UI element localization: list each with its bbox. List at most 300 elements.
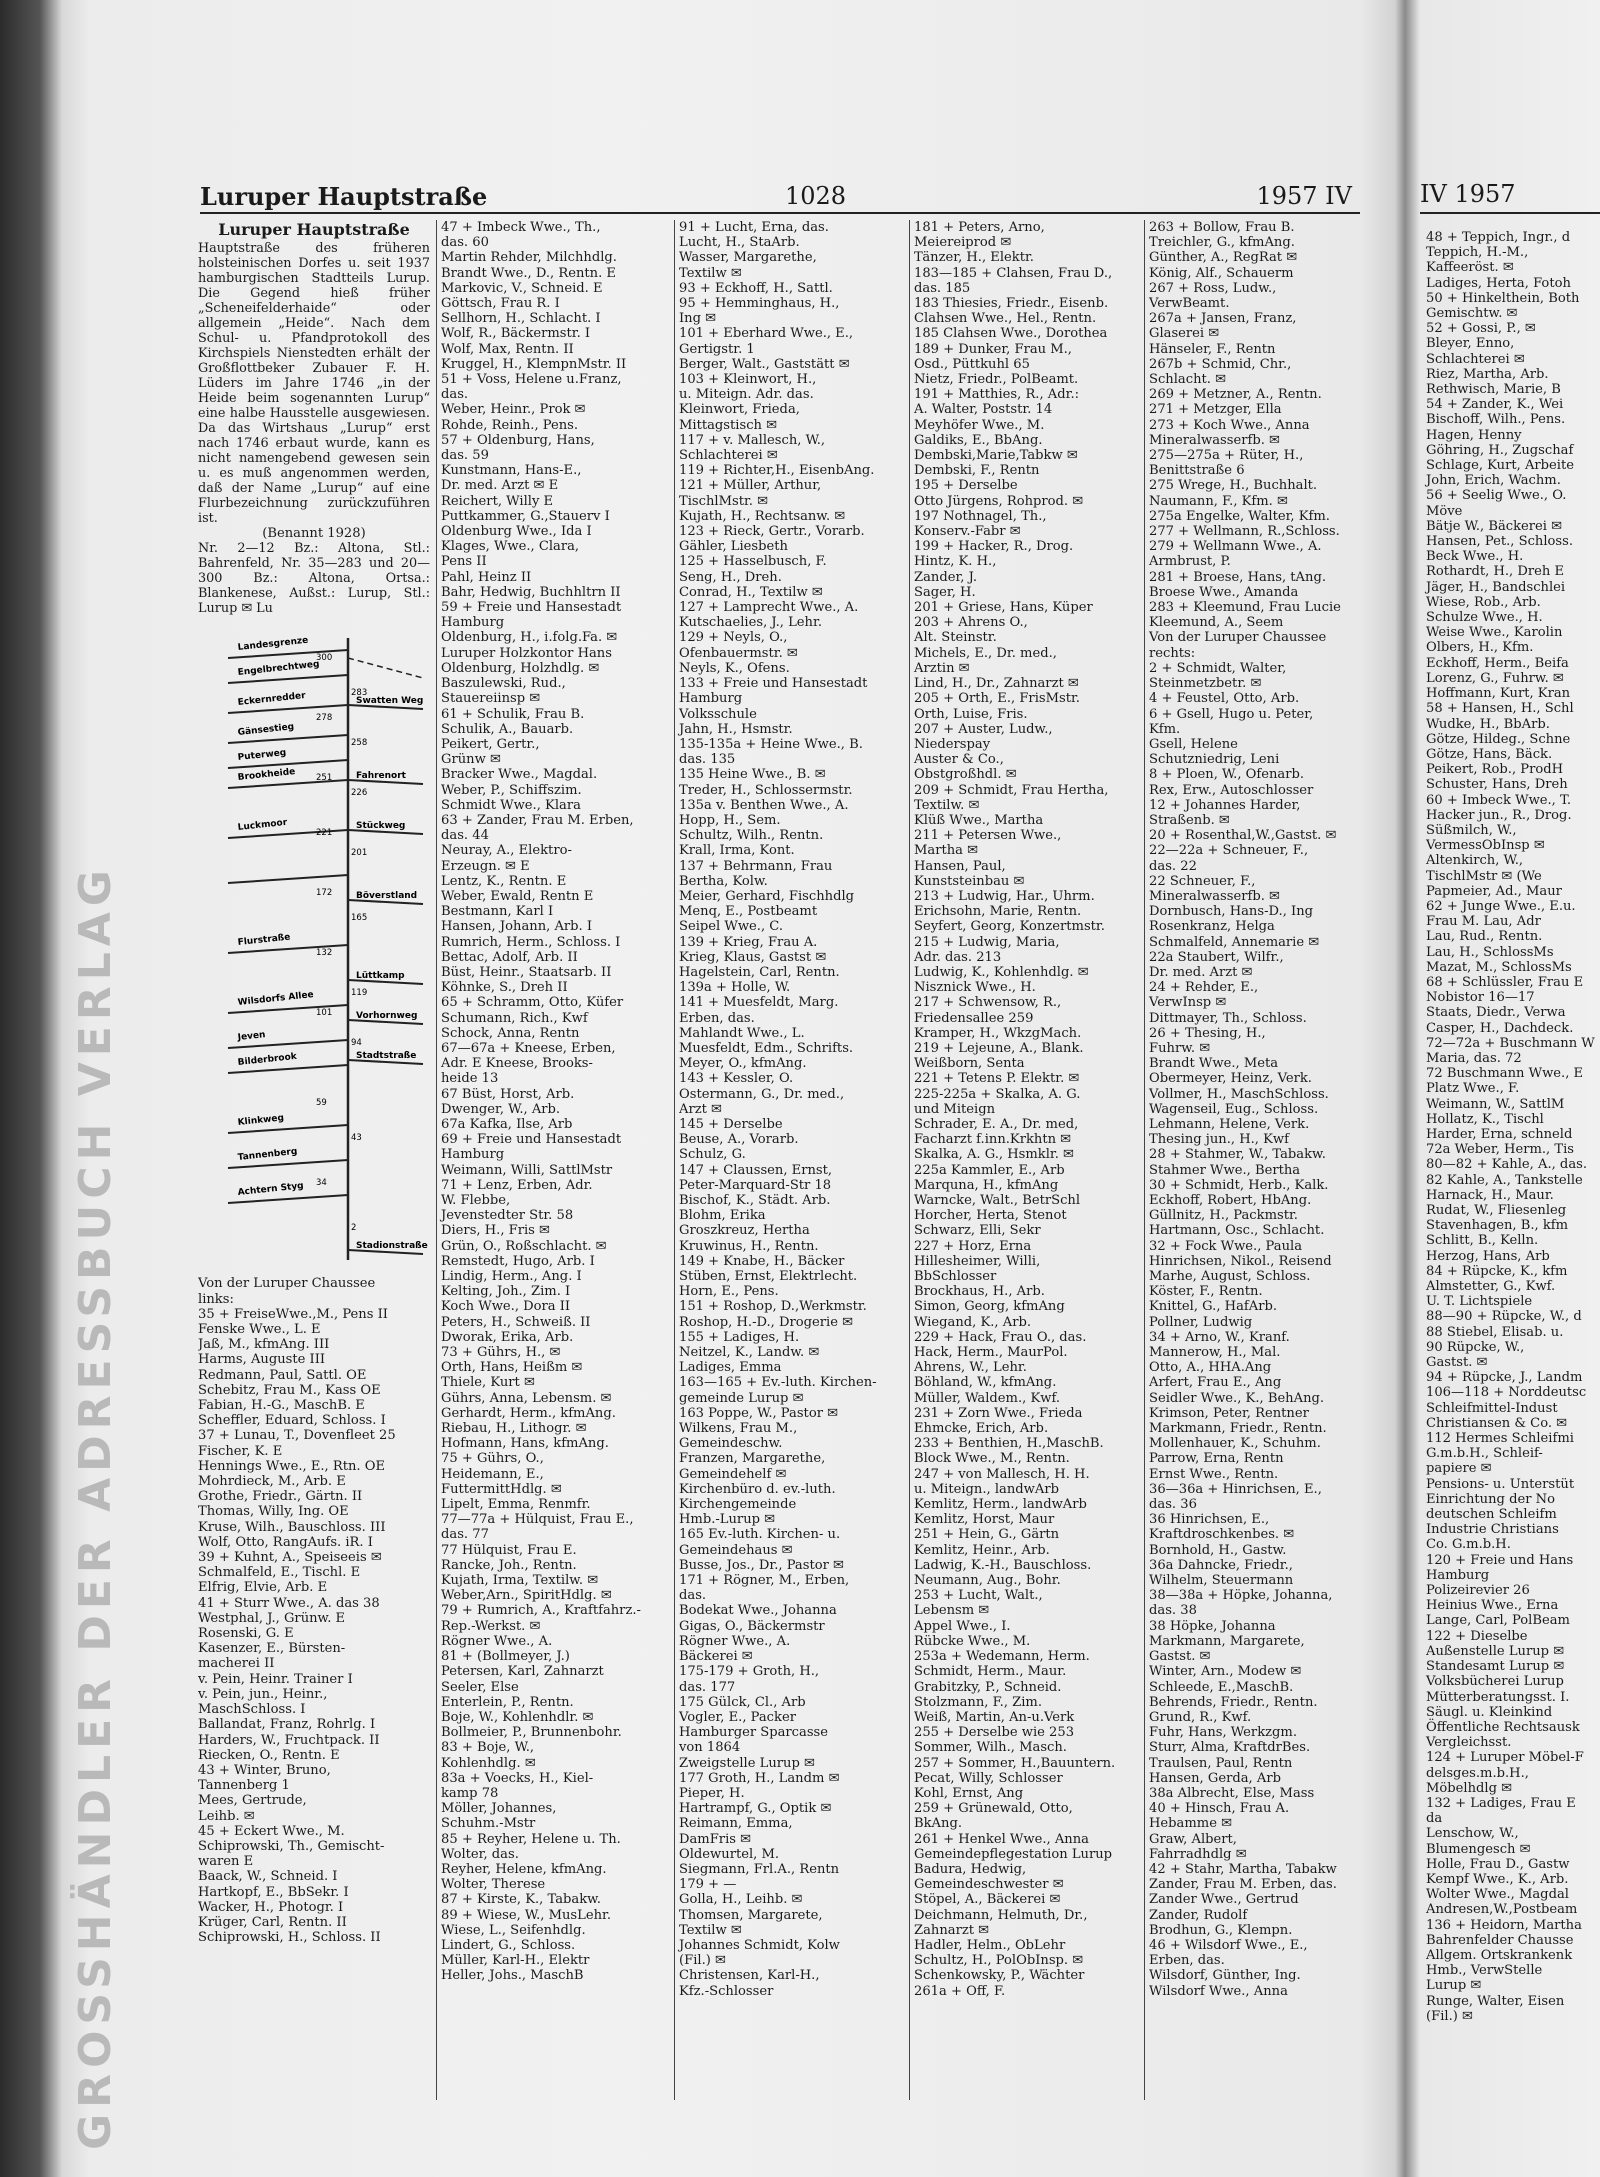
directory-entry: 2 + Schmidt, Walter,: [1149, 660, 1287, 676]
directory-entry: Dworak, Erika, Arb.: [441, 1329, 574, 1345]
directory-entry: Wolf, Max, Rentn. II: [441, 341, 574, 357]
directory-entry: Weise Wwe., Karolin: [1426, 625, 1563, 641]
directory-entry: 195 + Derselbe: [914, 478, 1018, 494]
directory-entry: Zander, J.: [914, 569, 978, 585]
street-name-label: Gänsestieg: [237, 722, 295, 739]
directory-entry: Luruper Holzkontor Hans: [441, 645, 612, 661]
directory-entry: Olbers, H., Kfm.: [1426, 640, 1534, 656]
directory-entry: 125 + Hasselbusch, F.: [679, 554, 827, 570]
directory-entry: Gigas, O., Bäckermstr: [679, 1618, 825, 1634]
column-1-entries: [198, 1276, 430, 1945]
directory-entry: Hartrampf, G., Optik ✉: [679, 1801, 832, 1817]
directory-entry: Holle, Frau D., Gastw: [1426, 1856, 1570, 1872]
directory-entry: von 1864: [679, 1740, 741, 1756]
directory-entry: 145 + Derselbe: [679, 1116, 783, 1132]
directory-entry: Simon, Georg, kfmAng: [914, 1299, 1065, 1315]
street-name-label: Puterweg: [237, 748, 287, 764]
directory-entry: Wolter Wwe., Magdal: [1426, 1887, 1569, 1903]
street-name-label: Böverstland: [356, 891, 418, 902]
directory-entry: Osd., Püttkuhl 65: [914, 356, 1030, 372]
directory-entry: Galdiks, E., BbAng.: [914, 432, 1043, 448]
directory-entry: Wilsdorf, Günther, Ing.: [1149, 1968, 1301, 1984]
directory-entry: Thomas, Willy, Ing. OE: [198, 1504, 349, 1520]
district-info: Nr. 2—12 Bz.: Altona, Stl.: Bahrenfeld, Nr. 35—283 und 20—300 Bz.: Altona, Ortsa.: Blankenese, Außst.: Lurup, Stl.: Lurup ✉ Lu: [198, 541, 430, 617]
directory-entry: 263 + Bollow, Frau B.: [1149, 220, 1295, 235]
directory-entry: 45 + Eckert Wwe., M.: [198, 1823, 345, 1839]
directory-entry: Weber, Ewald, Rentn E: [441, 888, 594, 904]
directory-entry: Ostermann, G., Dr. med.,: [679, 1086, 845, 1102]
directory-entry: Conrad, H., Textilw ✉: [679, 584, 823, 600]
directory-entry: 28 + Stahmer, W., Tabakw.: [1149, 1147, 1326, 1163]
directory-entry: MaschSchloss. I: [198, 1702, 306, 1718]
directory-entry: Marhe, August, Schloss.: [1149, 1269, 1311, 1285]
directory-entry: Hamburg: [679, 691, 743, 707]
directory-entry: Lenschow, W.,: [1426, 1826, 1519, 1842]
directory-entry: Leihb. ✉: [198, 1808, 255, 1824]
directory-entry: rechts:: [1149, 645, 1196, 661]
directory-entry: Gerhardt, Herm., kfmAng.: [441, 1405, 616, 1421]
directory-entry: Mollenhauer, K., Schuhm.: [1149, 1436, 1321, 1452]
directory-entry: 77—77a + Hülquist, Frau E.,: [441, 1512, 634, 1528]
directory-entry: Gertigstr. 1: [679, 341, 755, 357]
street-map-drawing: [198, 620, 430, 1270]
directory-entry: Standesamt Lurup ✉: [1426, 1659, 1565, 1675]
directory-entry: Hansen, Johann, Arb. I: [441, 919, 593, 935]
directory-entry: 213 + Ludwig, Har., Uhrm.: [914, 888, 1095, 904]
directory-entry: Schlitt, B., Kelln.: [1426, 1233, 1539, 1249]
directory-entry: Ladiges, Herta, Fotoh: [1426, 275, 1571, 291]
directory-entry: Bertha, Kolw.: [679, 873, 768, 889]
house-number-label: 201: [351, 848, 368, 859]
directory-entry: 269 + Metzner, A., Rentn.: [1149, 387, 1322, 403]
directory-entry: Treder, H., Schlossermstr.: [679, 782, 853, 798]
directory-entry: 261a + Off, F.: [914, 1983, 1006, 1999]
directory-entry: Ing ✉: [679, 311, 717, 327]
directory-entry: Säugl. u. Kleinkind: [1426, 1704, 1553, 1720]
directory-entry: Christiansen & Co. ✉: [1426, 1415, 1568, 1431]
directory-entry: Steinmetzbetr. ✉: [1149, 676, 1262, 692]
directory-entry: macherei II: [198, 1656, 275, 1672]
directory-entry: 137 + Behrmann, Frau: [679, 858, 833, 874]
directory-entry: Von der Luruper Chaussee: [198, 1276, 376, 1292]
directory-entry: Enterlein, P., Rentn.: [441, 1694, 574, 1710]
directory-entry: Reyher, Helene, kfmAng.: [441, 1861, 607, 1877]
directory-entry: VermessObInsp ✉: [1426, 838, 1545, 854]
directory-entry: Ofenbauermstr. ✉: [679, 645, 798, 661]
directory-entry: König, Alf., Schauerm: [1149, 265, 1294, 281]
named-year: (Benannt 1928): [262, 526, 366, 542]
directory-entry: 58 + Hansen, H., Schl: [1426, 701, 1574, 717]
directory-entry: 87 + Kirste, K., Tabakw.: [441, 1892, 601, 1908]
directory-entry: Thomsen, Margarete,: [679, 1907, 823, 1923]
directory-entry: Remstedt, Hugo, Arb. I: [441, 1253, 595, 1269]
directory-entry: Frau M. Lau, Adr: [1426, 914, 1541, 930]
directory-entry: Schleifmittel-Indust: [1426, 1400, 1558, 1416]
directory-entry: 129 + Neyls, O.,: [679, 630, 788, 646]
directory-entry: Schumann, Rich., Kwf: [441, 1010, 588, 1026]
column-2-entries: [436, 220, 673, 2100]
gutter-watermark: GROSSHÄNDLER DER ADRESSBUCH VERLAG: [70, 864, 121, 2150]
page-number: 1028: [785, 182, 847, 210]
directory-entry: 60 + Imbeck Wwe., T.: [1426, 792, 1571, 808]
street-name-label: Bilderbrook: [237, 1052, 298, 1069]
directory-entry: Gemeindehaus ✉: [679, 1542, 793, 1558]
directory-entry: Hofmann, Hans, kfmAng.: [441, 1436, 609, 1452]
directory-entry: Bäckerei ✉: [679, 1649, 753, 1665]
directory-entry: 38—38a + Höpke, Johanna,: [1149, 1588, 1333, 1604]
street-name-label: Stadtstraße: [356, 1051, 417, 1062]
directory-entry: 177 Groth, H., Landm ✉: [679, 1770, 840, 1786]
column-5-entries: [1144, 220, 1365, 2100]
directory-entry: Riecken, O., Rentn. E: [198, 1747, 340, 1763]
directory-entry: das. 36: [1149, 1497, 1197, 1513]
directory-entry: Hmb.-Lurup ✉: [679, 1512, 776, 1528]
directory-entry: Thiele, Kurt ✉: [441, 1375, 535, 1391]
directory-entry: Hansen, Paul,: [914, 858, 1006, 874]
directory-entry: Kleinwort, Frieda,: [679, 402, 800, 418]
directory-entry: Gsell, Helene: [1149, 736, 1238, 752]
directory-entry: 189 + Dunker, Frau M.,: [914, 341, 1072, 357]
directory-entry: 101 + Eberhard Wwe., E.,: [679, 326, 854, 342]
directory-entry: und Miteign: [914, 1101, 996, 1117]
directory-entry: Kirchengemeinde: [679, 1497, 797, 1513]
directory-entry: 48 + Teppich, Ingr., d: [1426, 230, 1571, 245]
directory-entry: Kraftdroschkenbes. ✉: [1149, 1527, 1295, 1543]
directory-entry: Rudat, W., Fliesenleg: [1426, 1203, 1567, 1218]
directory-entry: Möbelhdlg ✉: [1426, 1780, 1513, 1796]
directory-entry: 215 + Ludwig, Maria,: [914, 934, 1060, 950]
house-number-label: 94: [351, 1038, 362, 1049]
directory-entry: Grothe, Friedr., Gärtn. II: [198, 1489, 363, 1505]
directory-entry: Gähler, Liesbeth: [679, 539, 788, 555]
directory-entry: Gemeindeschw.: [679, 1436, 783, 1452]
directory-entry: Kemlitz, Horst, Maur: [914, 1512, 1055, 1528]
directory-entry: Gemeindepflegestation Lurup: [914, 1846, 1113, 1862]
directory-entry: Schlachterei ✉: [1426, 351, 1525, 367]
directory-entry: Roshop, H.-D., Drogerie ✉: [679, 1314, 854, 1330]
directory-entry: Andresen,W.,Postbeam: [1426, 1902, 1578, 1918]
directory-entry: Industrie Christians: [1426, 1522, 1559, 1538]
house-number-label: 283: [351, 688, 368, 699]
directory-entry: Pecat, Willy, Schlosser: [914, 1770, 1063, 1786]
directory-entry: Lipelt, Emma, Renmfr.: [441, 1497, 591, 1513]
directory-entry: 83a + Voecks, H., Kiel-: [441, 1770, 594, 1786]
directory-entry: Dembski, F., Rentn: [914, 463, 1040, 479]
directory-entry: 141 + Muesfeldt, Marg.: [679, 995, 839, 1011]
directory-entry: Güllnitz, H., Packmstr.: [1149, 1208, 1298, 1224]
directory-entry: Hamburg: [441, 615, 505, 631]
directory-entry: Günther, A., RegRat ✉: [1149, 250, 1298, 266]
directory-entry: Weimann, Willi, SattlMstr: [441, 1162, 613, 1178]
directory-entry: 267b + Schmid, Chr.,: [1149, 356, 1292, 372]
directory-entry: Weber, P., Schiffszim.: [441, 782, 582, 798]
directory-entry: Pensions- u. Unterstüt: [1426, 1476, 1575, 1492]
directory-entry: Casper, H., Dachdeck.: [1426, 1020, 1574, 1036]
directory-entry: Süßmilch, W.,: [1426, 822, 1517, 838]
directory-entry: Badura, Hedwig,: [914, 1861, 1027, 1877]
directory-entry: Neuray, A., Elektro-: [441, 843, 572, 859]
directory-entry: Dr. med. Arzt ✉: [1149, 964, 1253, 980]
directory-entry: v. Pein, jun., Heinr.,: [198, 1686, 328, 1702]
directory-entry: Reichert, Willy E: [441, 493, 554, 509]
directory-entry: Hänseler, F., Rentn: [1149, 341, 1276, 357]
directory-entry: Schiprowski, Th., Gemischt-: [198, 1838, 385, 1854]
directory-entry: 85 + Reyher, Helene u. Th.: [441, 1831, 621, 1847]
directory-entry: Einrichtung der No: [1426, 1491, 1555, 1507]
directory-entry: Schulze Wwe., H.: [1426, 610, 1543, 626]
directory-entry: VerwBeamt.: [1149, 296, 1230, 312]
directory-entry: 20 + Rosenthal,W.,Gastst. ✉: [1149, 828, 1337, 844]
directory-entry: Schock, Anna, Rentn: [441, 1025, 580, 1041]
directory-entry: 80—82 + Kahle, A., das.: [1426, 1157, 1588, 1173]
directory-entry: Ahrens, W., Lehr.: [914, 1360, 1027, 1376]
directory-entry: BbSchlosser: [914, 1269, 997, 1285]
directory-entry: Petersen, Karl, Zahnarzt: [441, 1664, 604, 1680]
directory-entry: 72—72a + Buschmann W: [1426, 1035, 1595, 1051]
directory-entry: 22 Schneuer, F.,: [1149, 873, 1256, 889]
directory-entry: 90 Rüpcke, W.,: [1426, 1339, 1525, 1355]
directory-entry: Schenkowsky, P., Wächter: [914, 1968, 1085, 1984]
directory-entry: Grabitzky, P., Schneid.: [914, 1679, 1062, 1695]
directory-entry: Rethwisch, Marie, B: [1426, 382, 1561, 398]
directory-entry: 8 + Ploen, W., Ofenarb.: [1149, 767, 1305, 783]
directory-entry: Neumann, Aug., Bohr.: [914, 1573, 1061, 1589]
directory-entry: Kaffeeröst. ✉: [1426, 260, 1514, 276]
column-4-entries: [909, 220, 1144, 2100]
street-name-label: Lüttkamp: [356, 971, 405, 982]
directory-entry: Benittstraße 6: [1149, 463, 1245, 479]
directory-entry: 122 + Dieselbe: [1426, 1628, 1528, 1644]
directory-entry: Außenstelle Lurup ✉: [1426, 1643, 1565, 1659]
directory-entry: Kohlenhdlg. ✉: [441, 1755, 536, 1771]
directory-entry: Hopp, H., Sem.: [679, 812, 781, 828]
directory-entry: Stüben, Ernst, Elektrlecht.: [679, 1269, 858, 1285]
directory-entry: 275—275a + Rüter, H.,: [1149, 448, 1304, 464]
house-number-label: 251: [316, 773, 333, 784]
directory-entry: Erben, das.: [679, 1010, 755, 1026]
directory-entry: 82 Kahle, A., Tankstelle: [1426, 1172, 1583, 1188]
directory-entry: Gemeindehelf ✉: [679, 1466, 787, 1482]
directory-entry: Lau, H., SchlossMs: [1426, 944, 1554, 960]
directory-entry: 89 + Wiese, W., MusLehr.: [441, 1907, 611, 1923]
directory-entry: Armbrust, P.: [1149, 554, 1231, 570]
directory-entry: Tannenberg 1: [198, 1778, 290, 1794]
directory-entry: Beuse, A., Vorarb.: [679, 1132, 799, 1148]
directory-entry: Co. G.m.b.H.: [1426, 1537, 1511, 1553]
directory-entry: Wilhelm, Steuermann: [1149, 1573, 1294, 1589]
directory-entry: Lange, Carl, PolBeam: [1426, 1613, 1570, 1629]
directory-entry: Nisznick Wwe., H.: [914, 980, 1036, 996]
house-number-label: 43: [351, 1133, 362, 1144]
directory-entry: 36a Dahncke, Friedr.,: [1149, 1557, 1293, 1573]
directory-entry: Erben, das.: [1149, 1953, 1225, 1969]
directory-entry: Koch Wwe., Dora II: [441, 1299, 571, 1315]
directory-entry: Mahlandt Wwe., L.: [679, 1025, 805, 1041]
directory-entry: Schlachterei ✉: [679, 448, 778, 464]
directory-entry: Krieg, Klaus, Gastst ✉: [679, 949, 827, 965]
directory-entry: 4 + Feustel, Otto, Arb.: [1149, 691, 1300, 707]
directory-entry: das.: [441, 387, 469, 403]
state-border-line: [348, 658, 423, 678]
directory-entry: Textilw. ✉: [914, 797, 980, 813]
directory-entry: Göhring, H., Zugschaf: [1426, 442, 1574, 458]
directory-entry: 119 + Richter,H., EisenbAng.: [679, 463, 875, 479]
directory-entry: 67 Büst, Horst, Arb.: [441, 1086, 575, 1102]
directory-entry: Schrader, E. A., Dr. med,: [914, 1116, 1079, 1132]
directory-entry: Peikert, Rob., ProdH: [1426, 762, 1564, 778]
directory-entry: Clahsen Wwe., Hel., Rentn.: [914, 311, 1097, 327]
directory-entry: Schmalfeld, Annemarie ✉: [1149, 934, 1320, 950]
directory-entry: Wolter, das.: [441, 1846, 519, 1862]
directory-entry: 83 + Boje, W.,: [441, 1740, 535, 1756]
house-number-label: 172: [316, 888, 333, 899]
directory-entry: v. Pein, Heinr. Trainer I: [198, 1671, 353, 1687]
directory-entry: u. Miteign., landwArb: [914, 1481, 1059, 1497]
directory-entry: Menq, E., Postbeamt: [679, 904, 818, 920]
directory-entry: 275 Wrege, H., Buchhalt.: [1149, 478, 1318, 494]
next-page-edge: [1420, 170, 1600, 2100]
directory-entry: 261 + Henkel Wwe., Anna: [914, 1831, 1089, 1847]
directory-entry: 253 + Lucht, Walt.,: [914, 1588, 1043, 1604]
directory-entry: Kohl, Ernst, Ang: [914, 1785, 1024, 1801]
directory-entry: Obstgroßhdl. ✉: [914, 767, 1017, 783]
directory-entry: 205 + Orth, E., FrisMstr.: [914, 691, 1080, 707]
directory-entry: 72 Buschmann Wwe., E: [1426, 1066, 1584, 1082]
street-name-label: Fahrenort: [356, 771, 406, 782]
directory-entry: Meier, Gerhard, Fischhdlg: [679, 888, 855, 904]
directory-entry: Gemischtw. ✉: [1426, 306, 1518, 322]
directory-entry: Erzeugn. ✉ E: [441, 858, 530, 874]
directory-entry: Pieper, H.: [679, 1785, 745, 1801]
directory-entry: Lucht, H., StaArb.: [679, 235, 800, 251]
directory-entry: Neitzel, K., Landw. ✉: [679, 1345, 820, 1361]
directory-entry: Rancke, Joh., Rentn.: [441, 1557, 577, 1573]
directory-entry: Wasser, Margarethe,: [679, 250, 817, 266]
directory-entry: Orth, Hans, Heißm ✉: [441, 1360, 583, 1376]
directory-entry: Stahmer Wwe., Bertha: [1149, 1162, 1301, 1178]
directory-entry: Möller, Johannes,: [441, 1801, 557, 1817]
directory-entry: Kunststeinbau ✉: [914, 873, 1025, 889]
directory-entry: 117 + v. Mallesch, W.,: [679, 432, 826, 448]
directory-entry: A. Walter, Poststr. 14: [914, 402, 1053, 418]
directory-entry: Dwenger, W., Arb.: [441, 1101, 561, 1117]
directory-entry: Zander Wwe., Gertrud: [1149, 1892, 1299, 1908]
directory-entry: U. T. Lichtspiele: [1426, 1294, 1533, 1310]
directory-entry: 185 Clahsen Wwe., Dorothea: [914, 326, 1108, 342]
directory-entry: Weißborn, Senta: [914, 1056, 1025, 1072]
directory-entry: Straßenb. ✉: [1149, 812, 1230, 828]
directory-entry: Horcher, Herta, Stenot: [914, 1208, 1067, 1224]
street-name-label: Vorhornweg: [356, 1011, 418, 1022]
directory-entry: Nobistor 16—17: [1426, 990, 1535, 1006]
directory-entry: 81 + (Bollmeyer, J.): [441, 1649, 570, 1665]
directory-entry: 67—67a + Kneese, Erben,: [441, 1040, 616, 1056]
directory-entry: Brockhaus, H., Arb.: [914, 1284, 1045, 1300]
directory-entry: Vollmer, H., MaschSchloss.: [1149, 1086, 1329, 1102]
directory-entry: 281 + Broese, Hans, tAng.: [1149, 569, 1326, 585]
directory-entry: 22a Staubert, Wilfr.,: [1149, 949, 1284, 965]
directory-entry: Deichmann, Helmuth, Dr.,: [914, 1907, 1088, 1923]
directory-entry: 203 + Ahrens O.,: [914, 615, 1028, 631]
directory-entry: 201 + Griese, Hans, Küper: [914, 600, 1093, 616]
directory-page: [190, 170, 1362, 2100]
directory-entry: Mineralwasserfb. ✉: [1149, 432, 1281, 448]
directory-entry: Bettac, Adolf, Arb. II: [441, 949, 578, 965]
directory-entry: Parrow, Erna, Rentn: [1149, 1451, 1284, 1467]
directory-entry: 255 + Derselbe wie 253: [914, 1725, 1075, 1741]
directory-entry: Rex, Erw., Autoschlosser: [1149, 782, 1314, 798]
directory-entry: 149 + Knabe, H., Bäcker: [679, 1253, 845, 1269]
directory-entry: Götze, Hildeg., Schne: [1426, 731, 1571, 747]
directory-entry: 38a Albrecht, Else, Mass: [1149, 1785, 1315, 1801]
directory-entry: Wolf, R., Bäckermstr. I: [441, 326, 591, 342]
directory-entry: Schulz, G.: [679, 1147, 746, 1163]
directory-entry: John, Erich, Wachm.: [1426, 473, 1561, 489]
directory-entry: Kramper, H., WkzgMach.: [914, 1025, 1082, 1041]
directory-entry: 37 + Lunau, T., Dovenfleet 25: [198, 1428, 396, 1444]
directory-entry: Möve: [1426, 503, 1463, 519]
directory-entry: Gemeindeschwester ✉: [914, 1877, 1064, 1893]
directory-entry: u. Miteign. Adr. das.: [679, 387, 814, 403]
street-name-label: Tannenberg: [237, 1147, 298, 1164]
directory-entry: Kemlitz, Heinr., Arb.: [914, 1542, 1050, 1558]
directory-entry: Stöpel, A., Bäckerei ✉: [914, 1892, 1061, 1908]
directory-entry: Jaß, M., kfmAng. III: [198, 1337, 330, 1353]
directory-entry: Volksbücherei Lurup: [1426, 1674, 1564, 1690]
directory-entry: papiere ✉: [1426, 1461, 1492, 1477]
directory-entry: Rübcke Wwe., M.: [914, 1633, 1031, 1649]
directory-entry: Hadler, Helm., ObLehr: [914, 1937, 1066, 1953]
directory-entry: Redmann, Paul, Sattl. OE: [198, 1367, 367, 1383]
directory-entry: Hamburg: [441, 1147, 505, 1163]
directory-entry: 42 + Stahr, Martha, Tabakw: [1149, 1861, 1337, 1877]
directory-entry: Bollmeier, P., Brunnenbohr.: [441, 1725, 622, 1741]
directory-entry: 88—90 + Rüpcke, W., d: [1426, 1309, 1582, 1325]
directory-entry: Hamburger Sparcasse: [679, 1725, 829, 1741]
directory-entry: 95 + Hemminghaus, H.,: [679, 296, 840, 312]
directory-entry: 155 + Ladiges, H.: [679, 1329, 800, 1345]
directory-entry: 181 + Peters, Arno,: [914, 220, 1045, 235]
street-name-label: Landesgrenze: [237, 636, 309, 654]
directory-entry: Kunstmann, Hans-E.,: [441, 463, 582, 479]
directory-entry: Götze, Hans, Bäck.: [1426, 746, 1553, 762]
directory-entry: Skalka, A. G., Hsmklr. ✉: [914, 1147, 1075, 1163]
directory-entry: Gührs, Anna, Lebensm. ✉: [441, 1390, 612, 1406]
directory-entry: Baack, W., Schneid. I: [198, 1869, 338, 1885]
directory-entry: Arfert, Frau E., Ang: [1149, 1375, 1282, 1391]
directory-entry: 123 + Rieck, Gertr., Vorarb.: [679, 524, 865, 540]
directory-entry: Schuhm.-Mstr: [441, 1816, 536, 1832]
directory-entry: Dittmayer, Th., Schloss.: [1149, 1010, 1307, 1026]
directory-entry: da: [1426, 1811, 1443, 1827]
directory-entry: 61 + Schulik, Frau B.: [441, 706, 585, 722]
directory-entry: Hack, Herm., MaurPol.: [914, 1345, 1068, 1361]
directory-entry: Horn, E., Pens.: [679, 1284, 779, 1300]
directory-entry: 43 + Winter, Bruno,: [198, 1762, 331, 1778]
directory-entry: Alt. Steinstr.: [914, 630, 997, 646]
directory-entry: Brandt Wwe., D., Rentn. E: [441, 265, 616, 281]
directory-entry: 68 + Schlüssler, Frau E: [1426, 974, 1584, 990]
directory-entry: Erichsohn, Marie, Rentn.: [914, 904, 1082, 920]
directory-entry: Traulsen, Paul, Rentn: [1149, 1755, 1293, 1771]
directory-entry: Ludwig, K., Kohlenhdlg. ✉: [914, 964, 1089, 980]
directory-entry: 30 + Schmidt, Herb., Kalk.: [1149, 1177, 1329, 1193]
house-number-label: 101: [316, 1008, 333, 1019]
directory-entry: Grünw ✉: [441, 752, 501, 768]
directory-entry: das. 185: [914, 280, 971, 296]
directory-entry: Kelting, Joh., Zim. I: [441, 1284, 571, 1300]
directory-entry: Reimann, Emma,: [679, 1816, 793, 1832]
